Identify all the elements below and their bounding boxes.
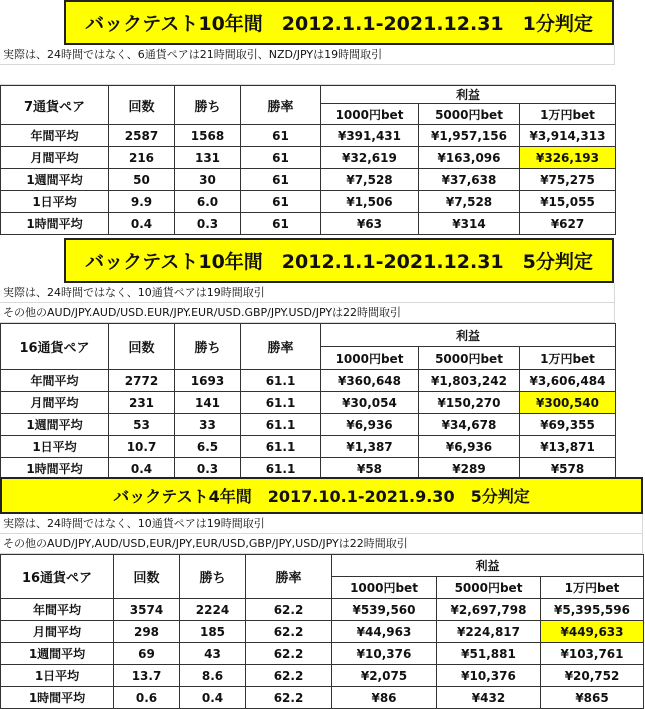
table-row xyxy=(1,687,644,709)
row-label: 月間平均 xyxy=(1,147,109,169)
pair-count-header: 7通貨ペア xyxy=(1,86,109,125)
profit-1000-cell: ¥391,431 xyxy=(321,125,419,147)
wins-header: 勝ち xyxy=(175,86,241,125)
row-label: 1週間平均 xyxy=(1,643,114,665)
pair-count-header: 16通貨ペア xyxy=(1,555,114,599)
winrate-cell: 61.1 xyxy=(241,370,321,392)
row-label: 1日平均 xyxy=(1,665,114,687)
wins-cell: 43 xyxy=(180,643,246,665)
winrate-cell: 62.2 xyxy=(246,687,332,709)
profit-1000-cell: ¥1,387 xyxy=(321,436,419,458)
row-label: 1時間平均 xyxy=(1,687,114,709)
table-row xyxy=(1,370,616,392)
count-cell: 53 xyxy=(109,414,175,436)
row-label: 年間平均 xyxy=(1,370,109,392)
profit-5000-cell: ¥7,528 xyxy=(419,191,520,213)
wins-cell: 6.0 xyxy=(175,191,241,213)
profit-5000-cell: ¥1,957,156 xyxy=(419,125,520,147)
row-label: 年間平均 xyxy=(1,599,114,621)
table-row xyxy=(1,213,616,235)
profit-1000-cell: ¥63 xyxy=(321,213,419,235)
results-table xyxy=(0,323,616,480)
profit-10000-cell: ¥627 xyxy=(520,213,616,235)
profit-10000-cell: ¥326,193 xyxy=(520,147,616,169)
count-cell: 3574 xyxy=(114,599,180,621)
row-label: 月間平均 xyxy=(1,621,114,643)
winrate-header: 勝率 xyxy=(241,86,321,125)
note-line-2 xyxy=(0,65,615,85)
winrate-cell: 61.1 xyxy=(241,458,321,480)
profit-1000-cell: ¥10,376 xyxy=(332,643,437,665)
count-header: 回数 xyxy=(109,324,175,370)
row-label: 1時間平均 xyxy=(1,458,109,480)
profit-1000-cell: ¥58 xyxy=(321,458,419,480)
count-header: 回数 xyxy=(109,86,175,125)
backtest-section-3 xyxy=(0,477,645,709)
section-title: バックテスト10年間 2012.1.1-2021.12.31 1分判定 xyxy=(64,0,614,45)
table-row xyxy=(1,169,616,191)
profit-5000-cell: ¥289 xyxy=(419,458,520,480)
profit-header: 利益 xyxy=(321,324,616,347)
table-row xyxy=(1,414,616,436)
profit-5000-cell: ¥150,270 xyxy=(419,392,520,414)
count-cell: 9.9 xyxy=(109,191,175,213)
count-cell: 10.7 xyxy=(109,436,175,458)
section-title: バックテスト10年間 2012.1.1-2021.12.31 5分判定 xyxy=(64,238,614,283)
profit-5000-cell: ¥2,697,798 xyxy=(437,599,541,621)
profit-5000-cell: ¥163,096 xyxy=(419,147,520,169)
wins-cell: 1568 xyxy=(175,125,241,147)
bet-10000-header: 1万円bet xyxy=(541,577,644,599)
profit-1000-cell: ¥44,963 xyxy=(332,621,437,643)
count-cell: 2587 xyxy=(109,125,175,147)
results-table xyxy=(0,554,644,709)
winrate-cell: 61 xyxy=(241,213,321,235)
profit-1000-cell: ¥32,619 xyxy=(321,147,419,169)
winrate-cell: 61 xyxy=(241,125,321,147)
count-cell: 69 xyxy=(114,643,180,665)
backtest-section-1 xyxy=(0,0,645,235)
profit-10000-cell: ¥20,752 xyxy=(541,665,644,687)
table-row xyxy=(1,436,616,458)
bet-5000-header: 5000円bet xyxy=(419,347,520,370)
backtest-section-2 xyxy=(0,238,645,480)
bet-1000-header: 1000円bet xyxy=(321,347,419,370)
winrate-cell: 61 xyxy=(241,191,321,213)
profit-1000-cell: ¥6,936 xyxy=(321,414,419,436)
section-title: バックテスト4年間 2017.10.1-2021.9.30 5分判定 xyxy=(0,477,643,514)
profit-10000-cell: ¥69,355 xyxy=(520,414,616,436)
bet-10000-header: 1万円bet xyxy=(520,104,616,125)
winrate-cell: 62.2 xyxy=(246,665,332,687)
bet-1000-header: 1000円bet xyxy=(332,577,437,599)
profit-10000-cell: ¥3,606,484 xyxy=(520,370,616,392)
profit-5000-cell: ¥51,881 xyxy=(437,643,541,665)
profit-5000-cell: ¥6,936 xyxy=(419,436,520,458)
profit-1000-cell: ¥30,054 xyxy=(321,392,419,414)
profit-10000-cell: ¥5,395,596 xyxy=(541,599,644,621)
profit-5000-cell: ¥10,376 xyxy=(437,665,541,687)
note-line-1: 実際は、24時間ではなく、6通貨ペアは21時間取引、NZD/JPYは19時間取引 xyxy=(0,45,615,65)
winrate-header: 勝率 xyxy=(246,555,332,599)
wins-cell: 0.3 xyxy=(175,458,241,480)
winrate-cell: 61 xyxy=(241,147,321,169)
profit-10000-cell: ¥449,633 xyxy=(541,621,644,643)
table-row xyxy=(1,125,616,147)
wins-cell: 1693 xyxy=(175,370,241,392)
pair-count-header: 16通貨ペア xyxy=(1,324,109,370)
winrate-cell: 61 xyxy=(241,169,321,191)
wins-header: 勝ち xyxy=(175,324,241,370)
winrate-cell: 62.2 xyxy=(246,621,332,643)
note-line-2: その他のAUD/JPY,AUD/USD,EUR/JPY,EUR/USD,GBP/JPY,USD/JPYは22時間取引 xyxy=(0,534,643,554)
bet-10000-header: 1万円bet xyxy=(520,347,616,370)
winrate-header: 勝率 xyxy=(241,324,321,370)
wins-cell: 141 xyxy=(175,392,241,414)
count-cell: 2772 xyxy=(109,370,175,392)
row-label: 1週間平均 xyxy=(1,169,109,191)
profit-10000-cell: ¥13,871 xyxy=(520,436,616,458)
row-label: 1週間平均 xyxy=(1,414,109,436)
row-label: 1日平均 xyxy=(1,436,109,458)
table-row xyxy=(1,147,616,169)
count-cell: 298 xyxy=(114,621,180,643)
table-row xyxy=(1,599,644,621)
note-line-2: その他のAUD/JPY.AUD/USD.EUR/JPY.EUR/USD.GBP/JPY.USD/JPYは22時間取引 xyxy=(0,303,615,323)
profit-10000-cell: ¥300,540 xyxy=(520,392,616,414)
profit-10000-cell: ¥15,055 xyxy=(520,191,616,213)
wins-cell: 185 xyxy=(180,621,246,643)
winrate-cell: 62.2 xyxy=(246,599,332,621)
results-table xyxy=(0,85,616,235)
profit-10000-cell: ¥103,761 xyxy=(541,643,644,665)
wins-cell: 0.3 xyxy=(175,213,241,235)
note-line-1: 実際は、24時間ではなく、10通貨ペアは19時間取引 xyxy=(0,514,643,534)
row-label: 1日平均 xyxy=(1,191,109,213)
profit-1000-cell: ¥1,506 xyxy=(321,191,419,213)
profit-5000-cell: ¥432 xyxy=(437,687,541,709)
profit-10000-cell: ¥865 xyxy=(541,687,644,709)
count-cell: 13.7 xyxy=(114,665,180,687)
profit-5000-cell: ¥314 xyxy=(419,213,520,235)
count-cell: 0.4 xyxy=(109,458,175,480)
bet-5000-header: 5000円bet xyxy=(437,577,541,599)
winrate-cell: 61.1 xyxy=(241,436,321,458)
count-cell: 50 xyxy=(109,169,175,191)
table-row xyxy=(1,191,616,213)
profit-5000-cell: ¥34,678 xyxy=(419,414,520,436)
count-cell: 216 xyxy=(109,147,175,169)
profit-10000-cell: ¥578 xyxy=(520,458,616,480)
profit-1000-cell: ¥7,528 xyxy=(321,169,419,191)
table-row xyxy=(1,392,616,414)
wins-cell: 131 xyxy=(175,147,241,169)
profit-1000-cell: ¥86 xyxy=(332,687,437,709)
count-header: 回数 xyxy=(114,555,180,599)
wins-cell: 6.5 xyxy=(175,436,241,458)
profit-1000-cell: ¥360,648 xyxy=(321,370,419,392)
winrate-cell: 61.1 xyxy=(241,392,321,414)
bet-5000-header: 5000円bet xyxy=(419,104,520,125)
wins-cell: 33 xyxy=(175,414,241,436)
row-label: 年間平均 xyxy=(1,125,109,147)
wins-cell: 0.4 xyxy=(180,687,246,709)
wins-header: 勝ち xyxy=(180,555,246,599)
count-cell: 231 xyxy=(109,392,175,414)
profit-10000-cell: ¥3,914,313 xyxy=(520,125,616,147)
wins-cell: 30 xyxy=(175,169,241,191)
profit-10000-cell: ¥75,275 xyxy=(520,169,616,191)
table-row xyxy=(1,643,644,665)
wins-cell: 8.6 xyxy=(180,665,246,687)
profit-5000-cell: ¥37,638 xyxy=(419,169,520,191)
profit-5000-cell: ¥1,803,242 xyxy=(419,370,520,392)
profit-1000-cell: ¥2,075 xyxy=(332,665,437,687)
row-label: 1時間平均 xyxy=(1,213,109,235)
table-row xyxy=(1,665,644,687)
row-label: 月間平均 xyxy=(1,392,109,414)
count-cell: 0.4 xyxy=(109,213,175,235)
winrate-cell: 61.1 xyxy=(241,414,321,436)
winrate-cell: 62.2 xyxy=(246,643,332,665)
profit-1000-cell: ¥539,560 xyxy=(332,599,437,621)
profit-header: 利益 xyxy=(321,86,616,104)
wins-cell: 2224 xyxy=(180,599,246,621)
table-row xyxy=(1,621,644,643)
profit-header: 利益 xyxy=(332,555,644,577)
note-line-1: 実際は、24時間ではなく、10通貨ペアは19時間取引 xyxy=(0,283,615,303)
profit-5000-cell: ¥224,817 xyxy=(437,621,541,643)
count-cell: 0.6 xyxy=(114,687,180,709)
bet-1000-header: 1000円bet xyxy=(321,104,419,125)
